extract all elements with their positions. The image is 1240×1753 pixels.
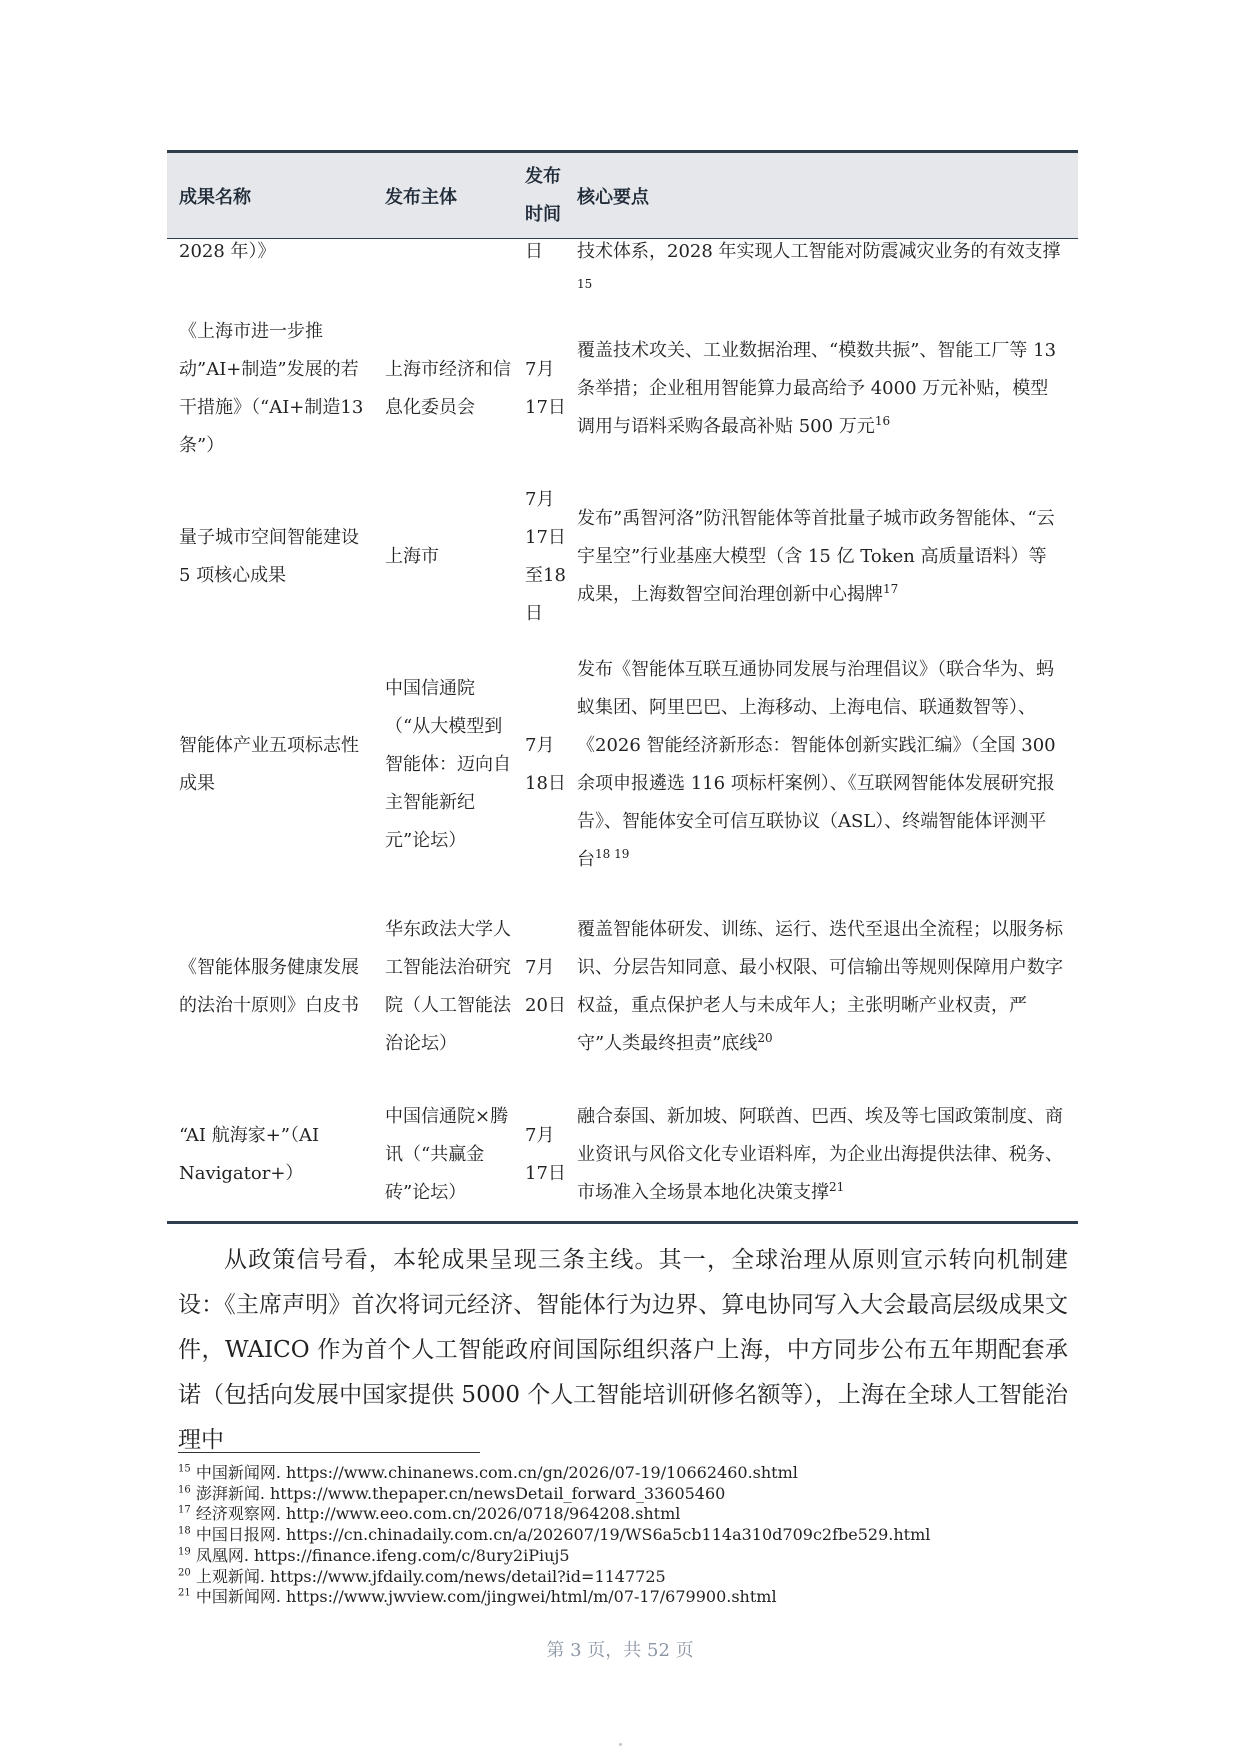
- table-row: [167, 1089, 1078, 1221]
- footnote: $^{16}$ 澎湃新闻. https://www.thepaper.cn/newsDetail_forward_33605460: [178, 1483, 726, 1503]
- footnote-ref: 20: [757, 1031, 773, 1045]
- footnote-divider: [178, 1452, 480, 1453]
- cell-date: 7月17日: [525, 1125, 566, 1184]
- cell-name: 量子城市空间智能建设 5 项核心成果: [179, 527, 359, 586]
- header-date: 发布时间: [525, 165, 561, 225]
- cell-date: 7月20日: [525, 957, 566, 1016]
- table-row: [167, 239, 1078, 309]
- footnote: $^{17}$ 经济观察网. http://www.eeo.com.cn/2026/0718/964208.shtml: [178, 1504, 681, 1524]
- cell-points: 发布”禹智河洛”防汛智能体等首批量子城市政务智能体、“云宇星空”行业基座大模型（含 15 亿 Token 高质量语料）等成果，上海数智空间治理创新中心揭牌$^{17}$: [577, 508, 1055, 605]
- cell-date: 日: [525, 241, 543, 262]
- footnote: $^{21}$ 中国新闻网. https://www.jwview.com/jingwei/html/m/07-17/679900.shtml: [178, 1587, 777, 1607]
- cell-issuer: 上海市经济和信息化委员会: [385, 359, 511, 418]
- cell-date: 7月17日: [525, 359, 566, 418]
- table-row: [167, 469, 1078, 645]
- footnote: $^{15}$ 中国新闻网. https://www.chinanews.com.cn/gn/2026/07-19/10662460.shtml: [178, 1463, 798, 1482]
- cell-points: 覆盖智能体研发、训练、运行、迭代至退出全流程；以服务标识、分层告知同意、最小权限、可信输出等规则保障用户数字权益，重点保护老人与未成年人；主张明晰产业权责，严守”人类最终担责”底线$^{20}$: [577, 919, 1063, 1054]
- table-header: [167, 153, 1078, 239]
- cell-name: 《上海市进一步推动”AI+制造”发展的若干措施》（“AI+制造13 条”）: [179, 321, 364, 456]
- cell-issuer: 上海市: [385, 546, 439, 567]
- scroll-dot: [619, 1743, 622, 1746]
- footnotes: [178, 1463, 1078, 1608]
- footnote-ref: 21: [829, 1180, 845, 1194]
- cell-name: 《智能体服务健康发展的法治十原则》白皮书: [179, 957, 359, 1016]
- cell-date: 7月18日: [525, 735, 566, 794]
- results-table: [167, 150, 1078, 1224]
- cell-name: 智能体产业五项标志性成果: [179, 735, 359, 794]
- cell-issuer: 华东政法大学人工智能法治研究院（人工智能法治论坛）: [385, 919, 511, 1054]
- header-issuer: 发布主体: [385, 186, 457, 208]
- cell-date: 7月17日至18日: [525, 489, 566, 624]
- cell-points: 技术体系，2028 年实现人工智能对防震减灾业务的有效支撑$^{15}$: [577, 241, 1061, 291]
- body-text: [178, 1238, 1068, 1463]
- cell-issuer: 中国信通院×腾讯（“共赢金砖”论坛）: [385, 1106, 509, 1203]
- page-number: 第 3 页，共 52 页: [546, 1640, 694, 1661]
- cell-points: 融合泰国、新加坡、阿联酋、巴西、埃及等七国政策制度、商业资讯与风俗文化专业语料库，为企业出海提供法律、税务、市场准入全场景本地化决策支撑$^{21}$: [577, 1106, 1063, 1203]
- cell-points: 发布《智能体互联互通协同发展与治理倡议》（联合华为、蚂蚁集团、阿里巴巴、上海移动、上海电信、联通数智等）、《2026 智能经济新形态：智能体创新实践汇编》（全国 300 余项申报遴选 116 项标杆案例）、《互联网智能体发展研究报告》、智能体安全可信互联协议（ASL）、终端智能体评测平台$^{18 19}$: [577, 659, 1056, 870]
- cell-name: 2028 年）》: [179, 241, 276, 262]
- table-row: [167, 309, 1078, 469]
- footnote-ref: 16: [874, 414, 891, 428]
- header-points: 核心要点: [577, 186, 649, 208]
- cell-issuer: 中国信通院（“从大模型到智能体：迈向自主智能新纪元”论坛）: [385, 678, 511, 851]
- body-paragraph: 从政策信号看，本轮成果呈现三条主线。其一，全球治理从原则宣示转向机制建设：《主席声明》首次将词元经济、智能体行为边界、算电协同写入大会最高层级成果文件，WAICO 作为首个人工智能政府间国际组织落户上海，中方同步公布五年期配套承诺（包括向发展中国家提供 5000 个人工智能培训研修名额等），上海在全球人工智能治理中: [178, 1247, 1068, 1453]
- footnote-ref: 18 19: [595, 847, 630, 861]
- footnote-ref: 17: [883, 582, 899, 596]
- cell-points: 覆盖技术攻关、工业数据治理、“模数共振”、智能工厂等 13 条举措；企业租用智能算力最高给予 4000 万元补贴，模型调用与语料采购各最高补贴 500 万元$^{16}$: [577, 340, 1057, 437]
- cell-name: “AI 航海家+”（AI Navigator+）: [179, 1125, 320, 1184]
- footnote-ref: 15: [577, 277, 593, 291]
- footnote: $^{19}$ 凤凰网. https://finance.ifeng.com/c/8ury2iPiuj5: [178, 1545, 570, 1565]
- table-row: [167, 885, 1078, 1089]
- header-name: 成果名称: [179, 186, 251, 208]
- footnote: $^{20}$ 上观新闻. https://www.jfdaily.com/news/detail?id=1147725: [178, 1566, 666, 1586]
- footnote: $^{18}$ 中国日报网. https://cn.chinadaily.com.cn/a/202607/19/WS6a5cb114a310d709c2fbe529.html: [178, 1525, 931, 1545]
- table-row: [167, 645, 1078, 885]
